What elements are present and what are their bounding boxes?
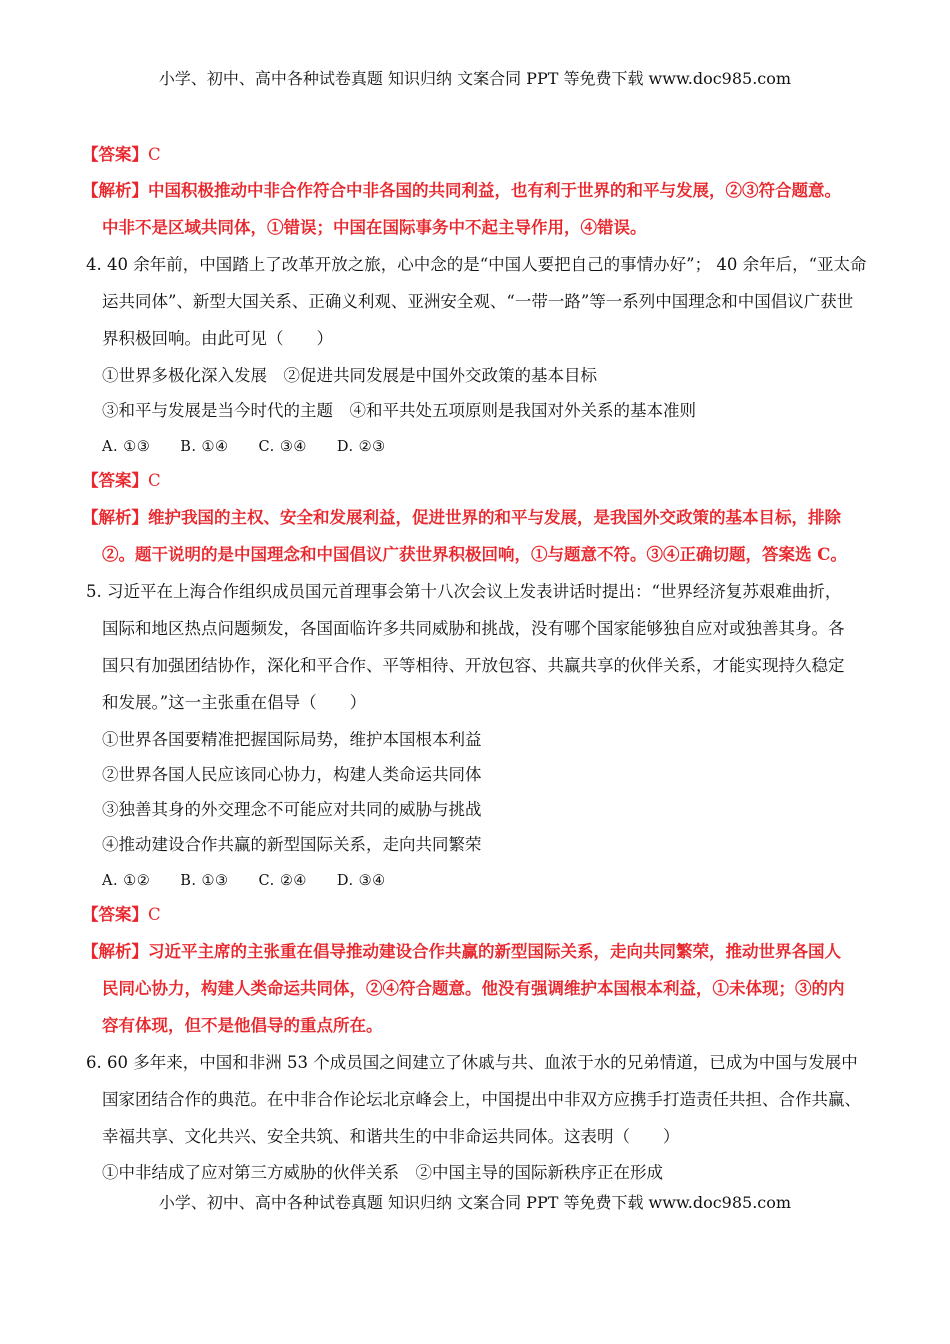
- question-6-text: 6. 60 多年来，中国和非洲 53 个成员国之间建立了休戚与共、血浓于水的兄弟情道，已成为中国与发展中: [86, 1053, 858, 1072]
- answer-label: 【答案】: [82, 905, 148, 924]
- question-6-option: ①中非结成了应对第三方威胁的伙伴关系 ②中国主导的国际新秩序正在形成: [102, 1163, 663, 1182]
- question-4-text: 界积极回响。由此可见（ ）: [102, 329, 333, 348]
- answer-value: C: [148, 471, 161, 490]
- question-5-text: 5. 习近平在上海合作组织成员国元首理事会第十八次会议上发表讲话时提出：“世界经济复苏艰难曲折，: [86, 582, 842, 601]
- answer-label: 【答案】: [82, 145, 148, 164]
- answer-line: [82, 144, 161, 166]
- analysis-line: 容有体现，但不是他倡导的重点所在。: [102, 1016, 383, 1035]
- question-4-option: ①世界多极化深入发展 ②促进共同发展是中国外交政策的基本目标: [102, 366, 597, 385]
- page-footer: 小学、初中、高中各种试卷真题 知识归纳 文案合同 PPT 等免费下载 www.doc985.com: [158, 1193, 792, 1212]
- question-4-text: 4. 40 余年前，中国踏上了改革开放之旅，心中念的是“中国人要把自己的事情办好”； 40 余年后，“亚太命: [86, 255, 867, 274]
- question-4-choices: A. ①③ B. ①④ C. ③④ D. ②③: [102, 439, 386, 455]
- question-5-text: 和发展。”这一主张重在倡导（ ）: [102, 693, 367, 712]
- page-header: 小学、初中、高中各种试卷真题 知识归纳 文案合同 PPT 等免费下载 www.doc985.com: [158, 69, 792, 88]
- answer-line: [82, 470, 161, 492]
- question-5-option: ③独善其身的外交理念不可能应对共同的威胁与挑战: [102, 800, 482, 819]
- answer-label: 【答案】: [82, 471, 148, 490]
- analysis-line: 【解析】习近平主席的主张重在倡导推动建设合作共赢的新型国际关系，走向共同繁荣，推动世界各国人: [82, 942, 841, 961]
- analysis-line: 民同心协力，构建人类命运共同体，②④符合题意。他没有强调维护本国根本利益，①未体现；③的内: [102, 979, 845, 998]
- question-4-text: 运共同体”、新型大国关系、正确义利观、亚洲安全观、“一带一路”等一系列中国理念和中国倡议广获世: [102, 292, 854, 311]
- question-6-text: 国家团结合作的典范。在中非合作论坛北京峰会上，中国提出中非双方应携手打造责任共担、合作共赢、: [102, 1090, 861, 1109]
- question-4-option: ③和平与发展是当今时代的主题 ④和平共处五项原则是我国对外关系的基本准则: [102, 401, 696, 420]
- question-5-text: 国际和地区热点问题频发，各国面临许多共同威胁和挑战，没有哪个国家能够独自应对或独善其身。各: [102, 619, 845, 638]
- question-5-option: ④推动建设合作共赢的新型国际关系，走向共同繁荣: [102, 835, 482, 854]
- analysis-line: 【解析】中国积极推动中非合作符合中非各国的共同利益，也有利于世界的和平与发展，②③符合题意。: [82, 181, 841, 200]
- analysis-line: 中非不是区域共同体，①错误；中国在国际事务中不起主导作用，④错误。: [102, 218, 647, 237]
- answer-line: [82, 904, 161, 926]
- answer-value: C: [148, 905, 161, 924]
- question-5-option: ①世界各国要精准把握国际局势，维护本国根本利益: [102, 730, 482, 749]
- question-6-text: 幸福共享、文化共兴、安全共筑、和谐共生的中非命运共同体。这表明（ ）: [102, 1127, 680, 1146]
- question-5-choices: A. ①② B. ①③ C. ②④ D. ③④: [102, 873, 386, 889]
- question-5-option: ②世界各国人民应该同心协力，构建人类命运共同体: [102, 765, 482, 784]
- analysis-line: ②。题干说明的是中国理念和中国倡议广获世界积极回响，①与题意不符。③④正确切题，答案选 C。: [102, 545, 847, 564]
- analysis-line: 【解析】维护我国的主权、安全和发展利益，促进世界的和平与发展，是我国外交政策的基本目标，排除: [82, 508, 841, 527]
- answer-value: C: [148, 145, 161, 164]
- question-5-text: 国只有加强团结协作，深化和平合作、平等相待、开放包容、共赢共享的伙伴关系，才能实现持久稳定: [102, 656, 845, 675]
